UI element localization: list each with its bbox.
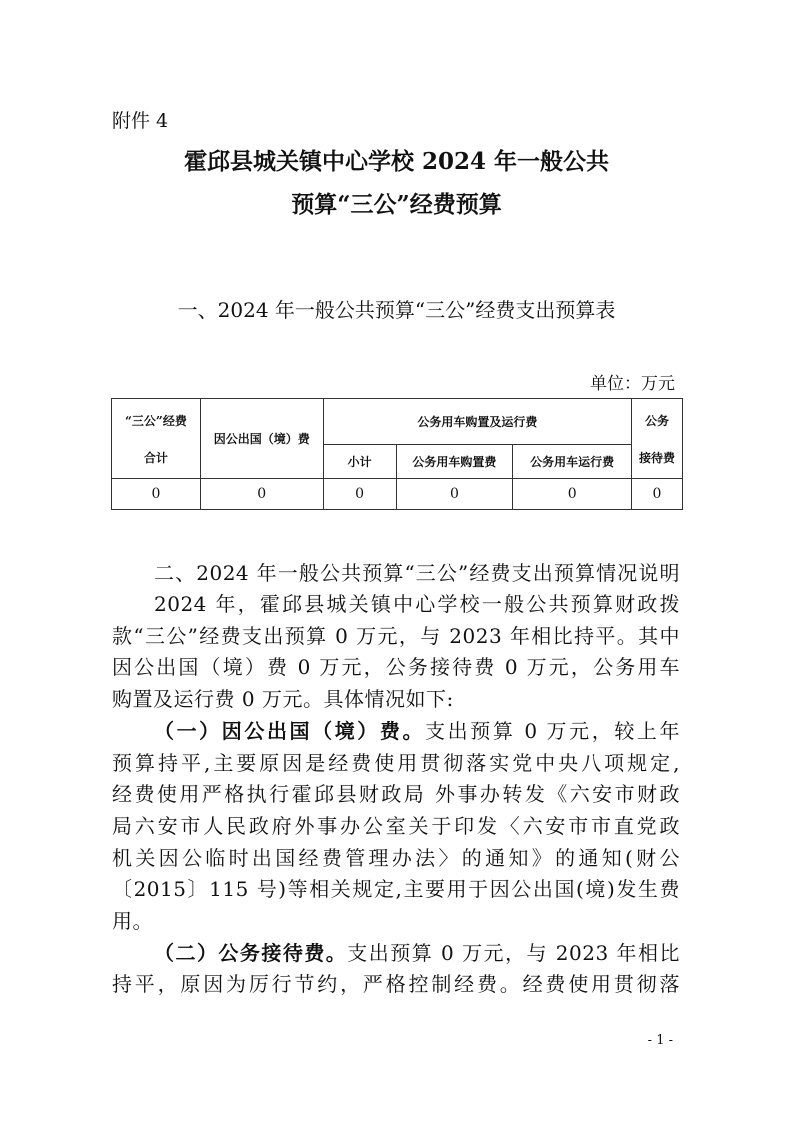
line-text: 支出预算 0 万元，较上年 [425, 718, 680, 743]
header-total-line1: “三公”经费 [125, 413, 187, 428]
value-subtotal: 0 [323, 479, 396, 510]
paragraph-line [154, 937, 680, 966]
paragraph-line [112, 873, 680, 902]
page-number: - 1 - [647, 1033, 673, 1048]
document-title-line-2: 预算“三公”经费预算 [291, 191, 502, 218]
paragraph-line [112, 620, 680, 649]
header-subtotal: 小计 [323, 445, 396, 479]
paragraph-line [112, 810, 680, 839]
paragraph-line [112, 778, 680, 807]
paragraph-line [154, 715, 680, 744]
paragraph-line [112, 842, 680, 871]
paragraph-line [112, 968, 680, 997]
header-abroad: 因公出国（境）费 [200, 399, 323, 479]
line-text: 经费使用严格执行霍邱县财政局 外事办转发《六安市财政 [112, 782, 680, 807]
line-text: 〔2015〕115 号)等相关规定,主要用于因公出国(境)发生费 [112, 877, 680, 902]
line-text: 用。 [112, 909, 153, 933]
value-purchase: 0 [396, 479, 513, 510]
header-vehicle: 公务用车购置及运行费 [323, 399, 631, 445]
table-row [112, 479, 683, 510]
header-operate: 公务用车运行费 [513, 445, 632, 479]
line-text: 购置及运行费 0 万元。具体情况如下: [112, 687, 454, 712]
line-text: 2024 年，霍邱县城关镇中心学校一般公共预算财政拨 [154, 592, 680, 616]
document-title-line-1: 霍邱县城关镇中心学校 2024 年一般公共 [183, 148, 610, 175]
line-text: 机关因公临时出国经费管理办法〉的通知》的通知(财公 [112, 845, 680, 870]
header-reception [632, 399, 683, 479]
budget-table [111, 398, 683, 510]
header-total [112, 399, 201, 479]
section-2-heading: 二、2024 年一般公共预算“三公”经费支出预算情况说明 [154, 561, 680, 585]
header-total-line2: 合计 [143, 450, 168, 465]
line-text: 局六安市人民政府外事办公室关于印发〈六安市市直党政 [112, 813, 680, 838]
line-text: 因公出国（境）费 0 万元，公务接待费 0 万元，公务用车 [112, 655, 680, 680]
subheading: （一）因公出国（境）费。 [154, 718, 426, 743]
line-text: 支出预算 0 万元，与 2023 年相比 [347, 940, 680, 965]
section-1-heading: 一、2024 年一般公共预算“三公”经费支出预算表 [177, 298, 616, 322]
paragraph-line [112, 651, 680, 680]
line-text: 预算持平,主要原因是经费使用贯彻落实党中央八项规定, [112, 750, 680, 775]
header-reception-line2: 接待费 [639, 450, 676, 465]
paragraph-line [154, 588, 680, 617]
value-reception: 0 [632, 479, 683, 510]
unit-label: 单位：万元 [590, 374, 675, 394]
paragraph-line [112, 905, 680, 934]
paragraph-line [112, 683, 680, 712]
attachment-label: 附件 4 [112, 110, 169, 132]
header-purchase: 公务用车购置费 [396, 445, 513, 479]
header-reception-line1: 公务 [645, 413, 670, 428]
paragraph-line [112, 747, 680, 776]
value-total: 0 [112, 479, 201, 510]
line-text: 持平，原因为厉行节约，严格控制经费。经费使用贯彻落 [112, 972, 680, 997]
value-operate: 0 [513, 479, 632, 510]
value-abroad: 0 [200, 479, 323, 510]
subheading: （二）公务接待费。 [154, 940, 348, 965]
line-text: 款“三公”经费支出预算 0 万元，与 2023 年相比持平。其中 [112, 623, 680, 648]
